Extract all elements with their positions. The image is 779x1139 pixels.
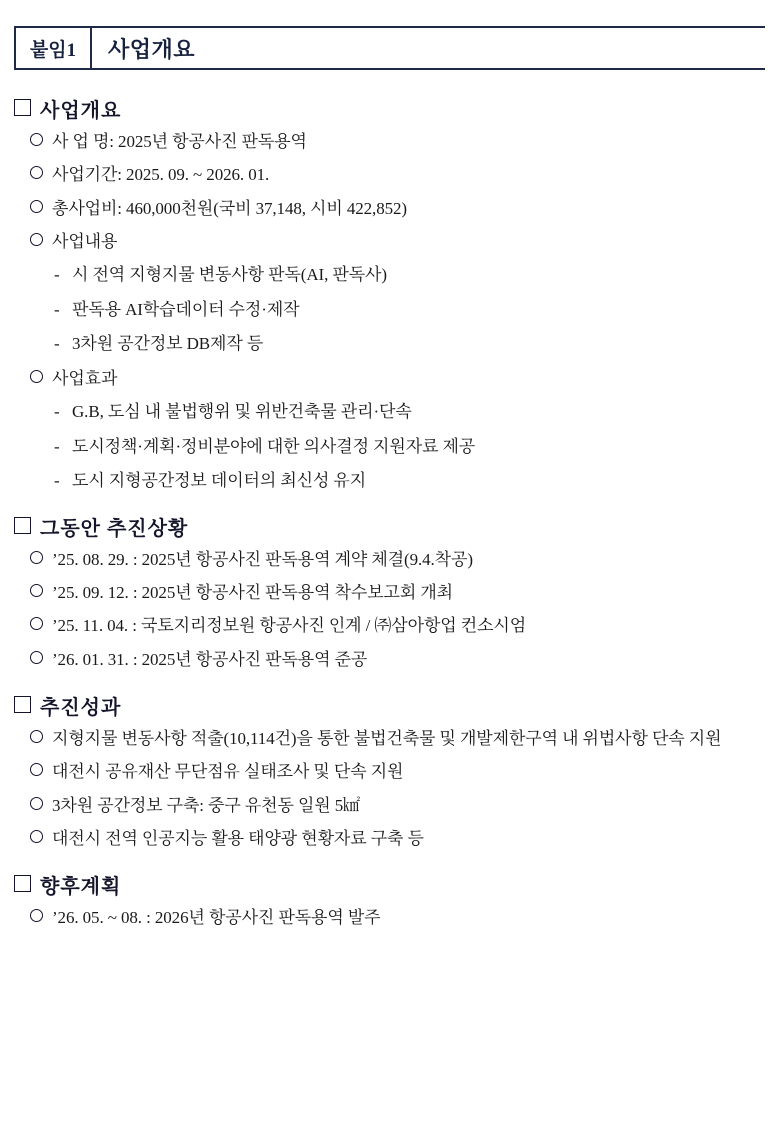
- dash-bullet-icon: -: [54, 265, 60, 285]
- list-item-label: ’25. 08. 29. : 2025년 항공사진 판독용역 계약 체결(9.4.착공): [52, 549, 473, 569]
- list-item: [12, 229, 767, 255]
- circle-bullet-icon: [30, 797, 43, 810]
- item-list: [12, 905, 767, 931]
- section-heading: [14, 870, 767, 899]
- list-item: [12, 613, 767, 639]
- sub-list-item: [12, 399, 767, 425]
- document-body: [12, 94, 767, 932]
- sub-list-item: [12, 468, 767, 494]
- section-title: 향후계획: [40, 876, 122, 899]
- circle-bullet-icon: [30, 909, 43, 922]
- circle-bullet-icon: [30, 166, 43, 179]
- square-bullet-icon: [14, 875, 31, 892]
- sub-list-item-label: 도시정책·계획·정비분야에 대한 의사결정 지원자료 제공: [72, 436, 476, 456]
- section-heading: [14, 691, 767, 720]
- list-item-label: 3차원 공간정보 구축: 중구 유천동 일원 5㎢: [52, 795, 361, 815]
- sub-list-item-label: G.B, 도심 내 불법행위 및 위반건축물 관리·단속: [72, 402, 412, 422]
- circle-bullet-icon: [30, 200, 43, 213]
- circle-bullet-icon: [30, 730, 43, 743]
- section-heading: [14, 94, 767, 123]
- section-title: 사업개요: [40, 100, 122, 122]
- list-item: [12, 366, 767, 392]
- list-item: [12, 647, 767, 673]
- sub-list-item: [12, 262, 767, 288]
- circle-bullet-icon: [30, 370, 43, 383]
- list-item: [12, 580, 767, 606]
- item-list: [12, 547, 767, 673]
- sub-item-list: [12, 399, 767, 494]
- header-title-bar: [90, 26, 765, 70]
- list-item-label: 대전시 공유재산 무단점유 실태조사 및 단속 지원: [52, 762, 404, 782]
- section-future-plan: [12, 870, 767, 931]
- list-item-label: ’26. 01. 31. : 2025년 항공사진 판독용역 준공: [52, 649, 368, 669]
- section-heading: [14, 512, 767, 541]
- document-header: [14, 26, 765, 70]
- list-item: [12, 726, 767, 752]
- dash-bullet-icon: -: [54, 402, 60, 422]
- list-item-label: 사업기간: 2025. 09. ~ 2026. 01.: [52, 165, 270, 185]
- list-item-label: ’25. 09. 12. : 2025년 항공사진 판독용역 착수보고회 개최: [52, 583, 453, 603]
- section-progress-status: [12, 512, 767, 673]
- dash-bullet-icon: -: [54, 471, 60, 491]
- list-item: [12, 196, 767, 222]
- sub-list-item: [12, 297, 767, 323]
- page-title: 사업개요: [108, 36, 196, 62]
- list-item: [12, 547, 767, 573]
- attachment-badge: 붙임1: [14, 26, 92, 70]
- item-list: [12, 129, 767, 255]
- list-item-label: ’25. 11. 04. : 국토지리정보원 항공사진 인계 / ㈜삼아항업 컨소시엄: [52, 616, 527, 636]
- dash-bullet-icon: -: [54, 436, 60, 456]
- sub-list-item: [12, 434, 767, 460]
- document-page: [0, 26, 779, 1139]
- section-title: 그동안 추진상황: [40, 517, 189, 540]
- circle-bullet-icon: [30, 763, 43, 776]
- square-bullet-icon: [14, 517, 31, 534]
- section-title: 추진성과: [40, 697, 122, 720]
- circle-bullet-icon: [30, 133, 43, 146]
- item-list: [12, 726, 767, 852]
- square-bullet-icon: [14, 696, 31, 713]
- list-item: [12, 129, 767, 155]
- circle-bullet-icon: [30, 617, 43, 630]
- section-business-overview: [12, 94, 767, 494]
- list-item-label: 사 업 명: 2025년 항공사진 판독용역: [52, 132, 307, 151]
- list-item: [12, 793, 767, 819]
- list-item: [12, 759, 767, 785]
- list-item: [12, 162, 767, 188]
- list-item-label: 대전시 전역 인공지능 활용 태양광 현황자료 구축 등: [52, 829, 424, 849]
- item-list: [12, 366, 767, 392]
- sub-list-item: [12, 331, 767, 357]
- circle-bullet-icon: [30, 551, 43, 564]
- dash-bullet-icon: -: [54, 299, 60, 319]
- list-item-label: ’26. 05. ~ 08. : 2026년 항공사진 판독용역 발주: [52, 908, 381, 928]
- list-item-label: 지형지물 변동사항 적출(10,114건)을 통한 불법건축물 및 개발제한구역 내 위법사항 단속 지원: [52, 729, 722, 749]
- circle-bullet-icon: [30, 233, 43, 246]
- circle-bullet-icon: [30, 584, 43, 597]
- list-item: [12, 905, 767, 931]
- sub-list-item-label: 시 전역 지형지물 변동사항 판독(AI, 판독사): [72, 265, 387, 285]
- sub-list-item-label: 도시 지형공간정보 데이터의 최신성 유지: [72, 471, 367, 491]
- sub-item-list: [12, 262, 767, 357]
- list-item: [12, 826, 767, 852]
- circle-bullet-icon: [30, 651, 43, 664]
- circle-bullet-icon: [30, 830, 43, 843]
- list-item-label: 사업내용: [52, 232, 118, 252]
- sub-list-item-label: 판독용 AI학습데이터 수정·제작: [72, 299, 300, 319]
- square-bullet-icon: [14, 99, 31, 116]
- dash-bullet-icon: -: [54, 334, 60, 354]
- list-item-label: 사업효과: [52, 368, 118, 388]
- section-achievements: [12, 691, 767, 852]
- sub-list-item-label: 3차원 공간정보 DB제작 등: [72, 334, 264, 354]
- list-item-label: 총사업비: 460,000천원(국비 37,148, 시비 422,852): [52, 198, 407, 218]
